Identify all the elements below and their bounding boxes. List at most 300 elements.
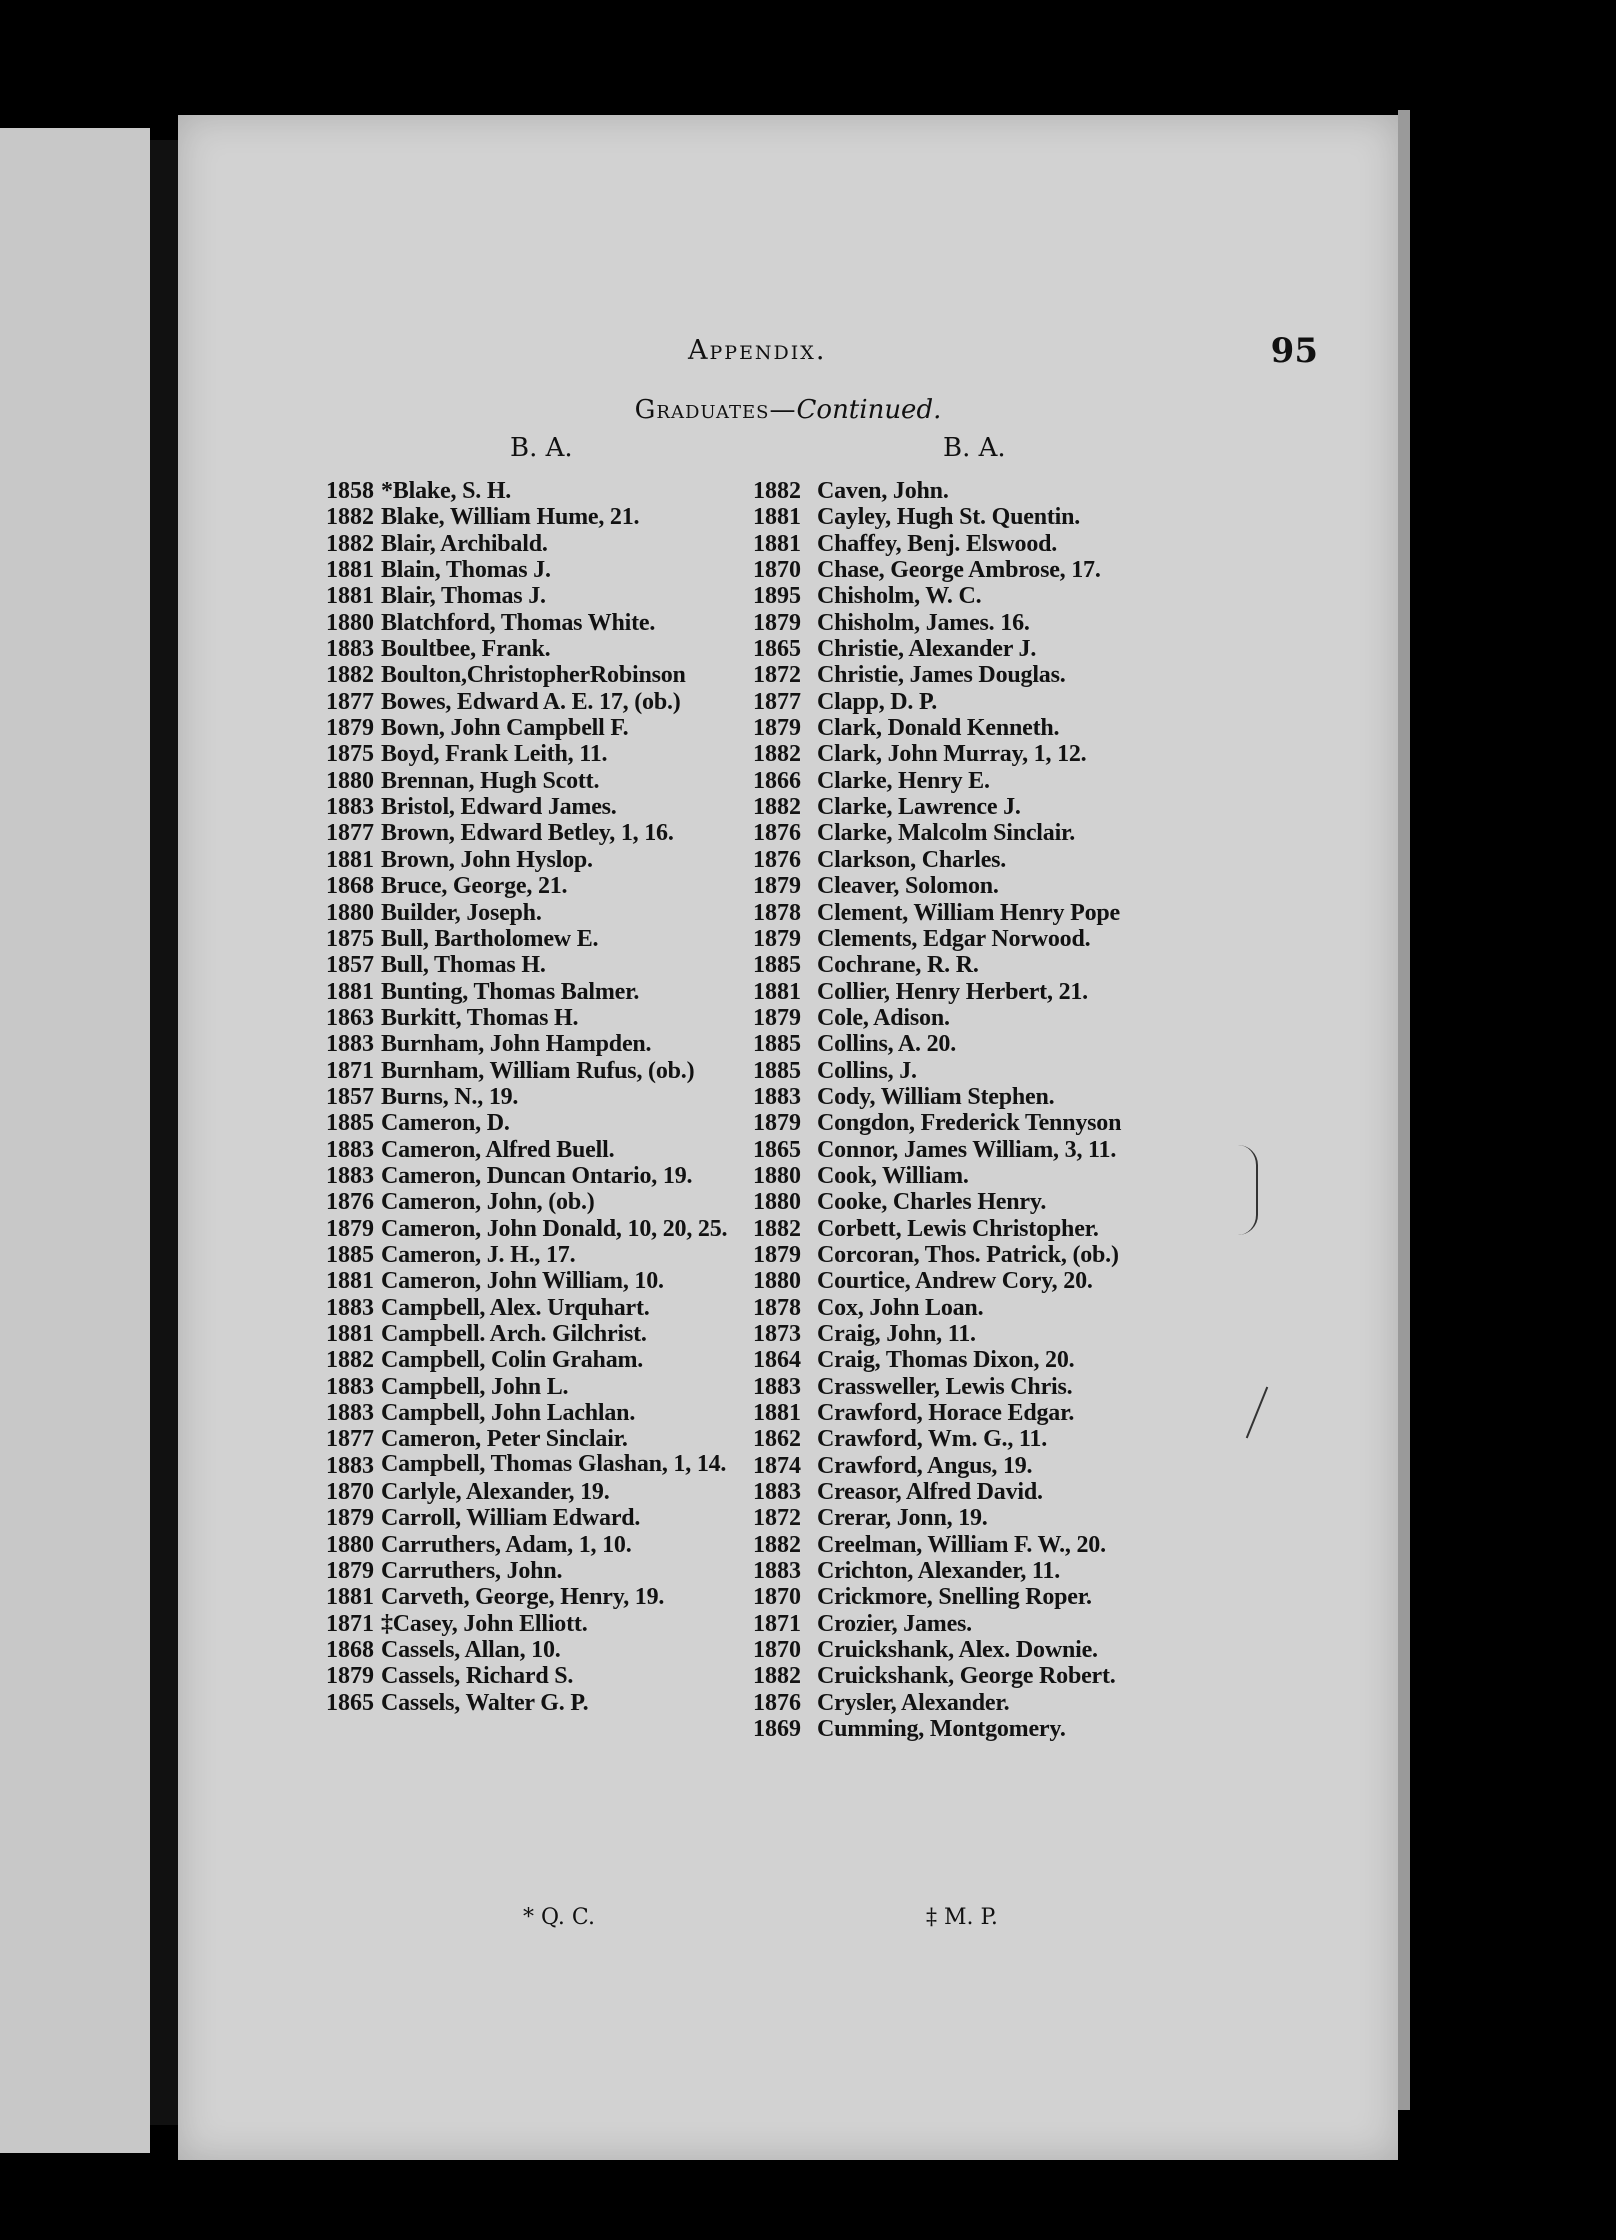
graduate-entry bbox=[753, 1505, 1233, 1531]
graduate-entry bbox=[326, 1242, 756, 1268]
graduate-entry bbox=[326, 1558, 756, 1584]
graduate-name: Christie, Alexander J. bbox=[817, 636, 1037, 663]
graduate-name: Cameron, Alfred Buell. bbox=[381, 1136, 615, 1163]
graduate-entry bbox=[326, 1137, 756, 1163]
graduate-entry bbox=[326, 1189, 756, 1215]
graduation-year: 1885 bbox=[753, 1057, 801, 1084]
graduate-name: Bull, Thomas H. bbox=[381, 952, 546, 979]
graduation-year: 1868 bbox=[326, 873, 374, 900]
graduate-name: Craig, John, 11. bbox=[817, 1321, 976, 1347]
graduation-year: 1883 bbox=[753, 1558, 801, 1585]
graduate-entry bbox=[326, 794, 756, 820]
graduate-name: Collins, A. 20. bbox=[817, 1031, 957, 1058]
graduate-name: Carruthers, Adam, 1, 10. bbox=[381, 1531, 632, 1558]
book-gutter bbox=[150, 140, 178, 2125]
graduation-year: 1883 bbox=[753, 1083, 801, 1110]
graduate-entry bbox=[326, 952, 756, 978]
graduate-entry bbox=[753, 1268, 1233, 1294]
graduation-year: 1877 bbox=[326, 1426, 374, 1453]
graduate-name: Campbell, Colin Graham. bbox=[381, 1347, 644, 1374]
graduate-name: Congdon, Frederick Tennyson bbox=[817, 1110, 1122, 1137]
graduation-year: 1881 bbox=[326, 1584, 374, 1611]
graduate-name: Carruthers, John. bbox=[381, 1558, 563, 1585]
graduation-year: 1883 bbox=[326, 1452, 374, 1479]
graduation-year: 1883 bbox=[326, 1400, 374, 1427]
graduate-name: Bowes, Edward A. E. 17, (ob.) bbox=[381, 688, 681, 715]
graduate-name: Bunting, Thomas Balmer. bbox=[381, 978, 640, 1005]
graduation-year: 1872 bbox=[753, 1505, 801, 1532]
graduate-name: Christie, James Douglas. bbox=[817, 662, 1066, 689]
graduate-name: Craig, Thomas Dixon, 20. bbox=[817, 1347, 1075, 1374]
graduate-entry bbox=[326, 662, 756, 688]
graduation-year: 1866 bbox=[753, 767, 801, 794]
graduation-year: 1882 bbox=[326, 1347, 374, 1374]
graduate-name: Cook, William. bbox=[817, 1162, 969, 1189]
graduate-name: Corcoran, Thos. Patrick, (ob.) bbox=[817, 1241, 1119, 1268]
graduate-entry bbox=[326, 741, 756, 767]
graduate-entry bbox=[326, 1268, 756, 1294]
graduate-entry bbox=[326, 847, 756, 873]
graduation-year: 1881 bbox=[753, 978, 801, 1005]
graduation-year: 1882 bbox=[326, 504, 374, 531]
graduate-entry bbox=[326, 1426, 756, 1452]
graduation-year: 1869 bbox=[753, 1716, 801, 1743]
graduate-name: Carroll, William Edward. bbox=[381, 1505, 641, 1532]
graduation-year: 1858 bbox=[326, 478, 374, 504]
graduate-name: Boulton,ChristopherRobinson bbox=[381, 662, 686, 689]
graduate-entry bbox=[326, 1084, 756, 1110]
graduate-name: Crerar, Jonn, 19. bbox=[817, 1505, 988, 1532]
graduate-name: Carveth, George, Henry, 19. bbox=[381, 1584, 665, 1611]
graduate-name: Campbell. Arch. Gilchrist. bbox=[381, 1321, 647, 1347]
graduation-year: 1882 bbox=[753, 794, 801, 821]
graduate-name: Burnham, William Rufus, (ob.) bbox=[381, 1057, 695, 1084]
left-column-heading: B. A. bbox=[510, 433, 573, 463]
graduation-year: 1874 bbox=[753, 1452, 801, 1479]
graduate-name: Clements, Edgar Norwood. bbox=[817, 925, 1091, 952]
pencil-slash-mark bbox=[1246, 1387, 1268, 1439]
page-number: 95 bbox=[1270, 331, 1318, 371]
graduate-entry bbox=[753, 873, 1233, 899]
graduation-year: 1857 bbox=[326, 1083, 374, 1110]
graduate-entry bbox=[753, 926, 1233, 952]
graduate-name: Bruce, George, 21. bbox=[381, 873, 568, 900]
graduate-name: Chase, George Ambrose, 17. bbox=[817, 557, 1101, 584]
graduate-name: Chisholm, W. C. bbox=[817, 583, 982, 610]
graduate-entry bbox=[753, 1005, 1233, 1031]
graduate-entry bbox=[326, 1005, 756, 1031]
graduate-entry bbox=[326, 1505, 756, 1531]
graduate-entry bbox=[753, 1663, 1233, 1689]
graduate-name: Clarke, Lawrence J. bbox=[817, 794, 1021, 821]
graduate-name: Cameron, John, (ob.) bbox=[381, 1189, 595, 1216]
graduation-year: 1880 bbox=[326, 609, 374, 636]
graduation-year: 1870 bbox=[753, 557, 801, 584]
graduate-name: Blatchford, Thomas White. bbox=[381, 609, 656, 636]
graduate-name: Cruickshank, Alex. Downie. bbox=[817, 1637, 1098, 1664]
graduate-entry bbox=[326, 1347, 756, 1373]
graduate-entry bbox=[753, 1110, 1233, 1136]
graduate-entry bbox=[326, 504, 756, 530]
graduate-name: Carlyle, Alexander, 19. bbox=[381, 1479, 610, 1506]
graduate-name: Cumming, Montgomery. bbox=[817, 1716, 1066, 1743]
graduate-entry bbox=[326, 873, 756, 899]
facing-page-fragment bbox=[0, 128, 150, 2153]
graduate-name: Crickmore, Snelling Roper. bbox=[817, 1584, 1092, 1611]
graduate-name: Creelman, William F. W., 20. bbox=[817, 1531, 1106, 1558]
graduate-name: Clarke, Henry E. bbox=[817, 767, 990, 794]
graduation-year: 1880 bbox=[753, 1162, 801, 1189]
graduate-entry bbox=[753, 1690, 1233, 1716]
book-page bbox=[178, 115, 1398, 2160]
graduation-year: 1879 bbox=[753, 1241, 801, 1268]
graduate-name: Crichton, Alexander, 11. bbox=[817, 1558, 1060, 1585]
graduate-entry bbox=[753, 557, 1233, 583]
graduate-entry bbox=[753, 952, 1233, 978]
graduation-year: 1870 bbox=[753, 1584, 801, 1611]
graduate-name: Cassels, Walter G. P. bbox=[381, 1689, 589, 1716]
graduate-name: Chaffey, Benj. Elswood. bbox=[817, 530, 1058, 557]
graduation-year: 1882 bbox=[753, 1531, 801, 1558]
graduate-name: Brennan, Hugh Scott. bbox=[381, 767, 600, 794]
graduation-year: 1870 bbox=[326, 1479, 374, 1506]
graduate-name: Cayley, Hugh St. Quentin. bbox=[817, 504, 1081, 531]
graduate-name: ‡Casey, John Elliott. bbox=[381, 1610, 588, 1637]
graduation-year: 1883 bbox=[326, 1294, 374, 1321]
graduate-entry bbox=[326, 715, 756, 741]
graduate-name: Boultbee, Frank. bbox=[381, 636, 551, 663]
graduate-name: Cochrane, R. R. bbox=[817, 952, 979, 979]
graduate-entry bbox=[326, 820, 756, 846]
graduate-entry bbox=[326, 1479, 756, 1505]
graduate-name: Burns, N., 19. bbox=[381, 1083, 519, 1110]
graduate-name: Blair, Thomas J. bbox=[381, 583, 546, 610]
graduate-name: Blain, Thomas J. bbox=[381, 557, 551, 584]
graduation-year: 1879 bbox=[753, 1110, 801, 1137]
graduate-entry bbox=[753, 768, 1233, 794]
graduation-year: 1881 bbox=[753, 1400, 801, 1427]
graduation-year: 1880 bbox=[753, 1189, 801, 1216]
graduate-name: Bull, Bartholomew E. bbox=[381, 925, 599, 952]
graduation-year: 1871 bbox=[326, 1057, 374, 1084]
graduation-year: 1871 bbox=[326, 1610, 374, 1637]
graduate-name: Cameron, Duncan Ontario, 19. bbox=[381, 1162, 693, 1189]
graduation-year: 1885 bbox=[753, 952, 801, 979]
graduate-name: Corbett, Lewis Christopher. bbox=[817, 1215, 1099, 1242]
graduation-year: 1872 bbox=[753, 662, 801, 689]
graduation-year: 1885 bbox=[326, 1241, 374, 1268]
graduate-name: Creasor, Alfred David. bbox=[817, 1479, 1043, 1506]
graduation-year: 1881 bbox=[753, 530, 801, 557]
graduation-year: 1880 bbox=[326, 1531, 374, 1558]
graduation-year: 1885 bbox=[326, 1110, 374, 1137]
graduate-name: Campbell, Alex. Urquhart. bbox=[381, 1294, 650, 1321]
graduation-year: 1882 bbox=[326, 530, 374, 557]
graduation-year: 1879 bbox=[753, 1004, 801, 1031]
graduate-entry bbox=[753, 741, 1233, 767]
left-graduate-column bbox=[326, 478, 756, 1716]
graduation-year: 1876 bbox=[753, 1689, 801, 1716]
graduate-name: Clarkson, Charles. bbox=[817, 846, 1007, 873]
graduate-name: Brown, John Hyslop. bbox=[381, 846, 593, 873]
graduation-year: 1876 bbox=[326, 1189, 374, 1216]
graduation-year: 1885 bbox=[753, 1031, 801, 1058]
graduate-entry bbox=[326, 1110, 756, 1136]
graduation-year: 1883 bbox=[326, 1373, 374, 1400]
graduation-year: 1877 bbox=[326, 688, 374, 715]
graduate-entry bbox=[753, 820, 1233, 846]
graduate-name: Crawford, Angus, 19. bbox=[817, 1452, 1033, 1479]
graduate-name: Crawford, Wm. G., 11. bbox=[817, 1426, 1048, 1453]
graduation-year: 1864 bbox=[753, 1347, 801, 1374]
graduate-entry bbox=[753, 1137, 1233, 1163]
graduation-year: 1881 bbox=[326, 1268, 374, 1295]
graduation-year: 1879 bbox=[753, 715, 801, 742]
graduate-name: Campbell, Thomas Glashan, 1, 14. bbox=[381, 1450, 727, 1477]
graduation-year: 1882 bbox=[326, 662, 374, 689]
graduate-entry bbox=[753, 1400, 1233, 1426]
graduation-year: 1879 bbox=[753, 609, 801, 636]
graduate-entry bbox=[326, 979, 756, 1005]
graduate-entry bbox=[326, 1611, 756, 1637]
graduate-name: Collier, Henry Herbert, 21. bbox=[817, 978, 1088, 1005]
graduate-entry bbox=[753, 531, 1233, 557]
graduation-year: 1871 bbox=[753, 1610, 801, 1637]
graduate-entry bbox=[753, 794, 1233, 820]
graduation-year: 1883 bbox=[326, 1136, 374, 1163]
graduation-year: 1875 bbox=[326, 925, 374, 952]
graduate-name: Crysler, Alexander. bbox=[817, 1689, 1010, 1716]
graduate-name: Crozier, James. bbox=[817, 1610, 972, 1637]
graduate-entry bbox=[753, 1532, 1233, 1558]
graduate-entry bbox=[753, 715, 1233, 741]
graduate-name: Cleaver, Solomon. bbox=[817, 873, 999, 900]
graduation-year: 1882 bbox=[753, 1215, 801, 1242]
graduate-name: Clark, Donald Kenneth. bbox=[817, 715, 1060, 742]
graduate-entry bbox=[753, 1163, 1233, 1189]
graduate-name: Campbell, John Lachlan. bbox=[381, 1400, 636, 1427]
graduate-entry bbox=[753, 900, 1233, 926]
graduation-year: 1879 bbox=[326, 715, 374, 742]
graduate-entry bbox=[753, 1637, 1233, 1663]
graduate-name: Bown, John Campbell F. bbox=[381, 715, 629, 742]
graduate-name: Caven, John. bbox=[817, 478, 949, 504]
graduate-name: Cox, John Loan. bbox=[817, 1294, 984, 1321]
graduation-year: 1882 bbox=[753, 1663, 801, 1690]
graduation-year: 1879 bbox=[326, 1505, 374, 1532]
graduate-entry bbox=[753, 1031, 1233, 1057]
graduation-year: 1865 bbox=[753, 1136, 801, 1163]
graduate-entry bbox=[753, 1479, 1233, 1505]
graduation-year: 1868 bbox=[326, 1637, 374, 1664]
graduation-year: 1882 bbox=[753, 478, 801, 504]
graduate-entry bbox=[326, 1321, 756, 1347]
graduate-name: Cameron, Peter Sinclair. bbox=[381, 1426, 628, 1453]
graduate-name: Cooke, Charles Henry. bbox=[817, 1189, 1047, 1216]
graduate-entry bbox=[753, 1242, 1233, 1268]
graduate-name: Crassweller, Lewis Chris. bbox=[817, 1373, 1073, 1400]
section-title bbox=[178, 395, 1398, 425]
graduate-entry bbox=[326, 1031, 756, 1057]
graduate-name: Clement, William Henry Pope bbox=[817, 899, 1121, 926]
graduate-name: Collins, J. bbox=[817, 1057, 917, 1084]
graduate-entry bbox=[326, 1663, 756, 1689]
graduation-year: 1877 bbox=[753, 688, 801, 715]
graduate-name: Clapp, D. P. bbox=[817, 688, 938, 715]
graduate-entry bbox=[753, 1295, 1233, 1321]
footnote-mp: ‡ M. P. bbox=[926, 1905, 998, 1930]
graduation-year: 1878 bbox=[753, 1294, 801, 1321]
graduate-entry bbox=[326, 478, 756, 504]
graduate-entry bbox=[753, 1374, 1233, 1400]
graduate-name: Campbell, John L. bbox=[381, 1373, 569, 1400]
graduate-entry bbox=[326, 531, 756, 557]
graduate-name: Cole, Adison. bbox=[817, 1004, 950, 1031]
graduate-entry bbox=[753, 662, 1233, 688]
graduation-year: 1857 bbox=[326, 952, 374, 979]
graduate-entry bbox=[753, 689, 1233, 715]
graduation-year: 1880 bbox=[753, 1268, 801, 1295]
graduation-year: 1883 bbox=[326, 1162, 374, 1189]
graduation-year: 1865 bbox=[326, 1689, 374, 1716]
page-edge bbox=[1398, 110, 1410, 2110]
graduate-name: Cassels, Allan, 10. bbox=[381, 1637, 561, 1664]
graduate-name: Courtice, Andrew Cory, 20. bbox=[817, 1268, 1093, 1295]
graduate-entry bbox=[753, 610, 1233, 636]
graduation-year: 1862 bbox=[753, 1426, 801, 1453]
pencil-bracket-mark bbox=[1238, 1145, 1258, 1235]
graduate-name: Brown, Edward Betley, 1, 16. bbox=[381, 820, 674, 847]
graduate-entry bbox=[753, 1189, 1233, 1215]
graduate-name: Cameron, J. H., 17. bbox=[381, 1241, 576, 1268]
graduation-year: 1881 bbox=[326, 1321, 374, 1347]
footnote-qc: * Q. C. bbox=[523, 1905, 595, 1930]
graduate-entry bbox=[326, 926, 756, 952]
graduate-entry bbox=[326, 1690, 756, 1716]
graduate-entry bbox=[753, 1347, 1233, 1373]
graduation-year: 1881 bbox=[753, 504, 801, 531]
graduate-entry bbox=[326, 1400, 756, 1426]
graduation-year: 1865 bbox=[753, 636, 801, 663]
graduate-entry bbox=[326, 1450, 756, 1479]
graduation-year: 1878 bbox=[753, 899, 801, 926]
graduate-entry bbox=[753, 1453, 1233, 1479]
graduation-year: 1881 bbox=[326, 583, 374, 610]
graduate-entry bbox=[326, 557, 756, 583]
graduate-name: Cruickshank, George Robert. bbox=[817, 1663, 1116, 1690]
graduate-entry bbox=[326, 1216, 756, 1242]
graduate-entry bbox=[753, 636, 1233, 662]
graduation-year: 1873 bbox=[753, 1321, 801, 1347]
graduation-year: 1876 bbox=[753, 820, 801, 847]
graduate-name: Cameron, D. bbox=[381, 1110, 510, 1137]
graduation-year: 1883 bbox=[326, 636, 374, 663]
graduate-entry bbox=[753, 1084, 1233, 1110]
graduation-year: 1880 bbox=[326, 899, 374, 926]
graduate-entry bbox=[326, 768, 756, 794]
page-title: Appendix. bbox=[688, 335, 827, 366]
graduate-name: Builder, Joseph. bbox=[381, 899, 542, 926]
graduate-entry bbox=[326, 1532, 756, 1558]
graduate-entry bbox=[326, 1163, 756, 1189]
graduate-entry bbox=[753, 1716, 1233, 1742]
graduate-entry bbox=[753, 1558, 1233, 1584]
graduate-entry bbox=[326, 1584, 756, 1610]
graduation-year: 1895 bbox=[753, 583, 801, 610]
graduate-entry bbox=[326, 610, 756, 636]
graduate-entry bbox=[753, 979, 1233, 1005]
graduate-entry bbox=[753, 1058, 1233, 1084]
graduation-year: 1882 bbox=[753, 741, 801, 768]
graduation-year: 1879 bbox=[326, 1663, 374, 1690]
graduation-year: 1863 bbox=[326, 1004, 374, 1031]
graduation-year: 1883 bbox=[753, 1373, 801, 1400]
graduate-name: Cassels, Richard S. bbox=[381, 1663, 574, 1690]
graduation-year: 1879 bbox=[326, 1558, 374, 1585]
graduate-entry bbox=[753, 1584, 1233, 1610]
graduate-entry bbox=[326, 900, 756, 926]
graduation-year: 1879 bbox=[753, 873, 801, 900]
graduation-year: 1883 bbox=[326, 794, 374, 821]
graduate-entry bbox=[326, 636, 756, 662]
graduate-entry bbox=[753, 583, 1233, 609]
graduate-entry bbox=[753, 1426, 1233, 1452]
graduate-name: Blair, Archibald. bbox=[381, 530, 548, 557]
graduation-year: 1875 bbox=[326, 741, 374, 768]
graduate-entry bbox=[753, 504, 1233, 530]
graduate-entry bbox=[326, 583, 756, 609]
graduation-year: 1879 bbox=[753, 925, 801, 952]
right-column-heading: B. A. bbox=[943, 433, 1006, 463]
graduation-year: 1879 bbox=[326, 1215, 374, 1242]
graduate-name: Connor, James William, 3, 11. bbox=[817, 1136, 1117, 1163]
graduation-year: 1883 bbox=[753, 1479, 801, 1506]
section-title-suffix: Continued. bbox=[796, 395, 942, 425]
graduate-name: Cameron, John Donald, 10, 20, 25. bbox=[381, 1215, 728, 1242]
graduate-name: Chisholm, James. 16. bbox=[817, 609, 1030, 636]
graduation-year: 1881 bbox=[326, 557, 374, 584]
graduate-entry bbox=[326, 1637, 756, 1663]
graduate-name: Cody, William Stephen. bbox=[817, 1083, 1055, 1110]
graduate-entry bbox=[326, 1295, 756, 1321]
graduate-entry bbox=[326, 1058, 756, 1084]
graduate-name: *Blake, S. H. bbox=[381, 478, 512, 504]
graduate-entry bbox=[326, 689, 756, 715]
graduate-entry bbox=[753, 1216, 1233, 1242]
graduate-name: Bristol, Edward James. bbox=[381, 794, 617, 821]
graduate-entry bbox=[753, 1611, 1233, 1637]
graduate-entry bbox=[753, 478, 1233, 504]
right-graduate-column bbox=[753, 478, 1233, 1743]
graduate-entry bbox=[753, 1321, 1233, 1347]
graduate-name: Clark, John Murray, 1, 12. bbox=[817, 741, 1087, 768]
graduation-year: 1880 bbox=[326, 767, 374, 794]
graduation-year: 1881 bbox=[326, 846, 374, 873]
graduate-name: Cameron, John William, 10. bbox=[381, 1268, 664, 1295]
running-head bbox=[178, 327, 1398, 377]
graduate-name: Boyd, Frank Leith, 11. bbox=[381, 741, 608, 768]
graduate-name: Clarke, Malcolm Sinclair. bbox=[817, 820, 1076, 847]
graduation-year: 1883 bbox=[326, 1031, 374, 1058]
graduate-entry bbox=[326, 1374, 756, 1400]
graduation-year: 1881 bbox=[326, 978, 374, 1005]
section-title-prefix: Graduates— bbox=[634, 395, 797, 425]
graduate-name: Burnham, John Hampden. bbox=[381, 1031, 652, 1058]
graduation-year: 1876 bbox=[753, 846, 801, 873]
graduate-name: Burkitt, Thomas H. bbox=[381, 1004, 579, 1031]
graduation-year: 1870 bbox=[753, 1637, 801, 1664]
graduate-name: Blake, William Hume, 21. bbox=[381, 504, 640, 531]
